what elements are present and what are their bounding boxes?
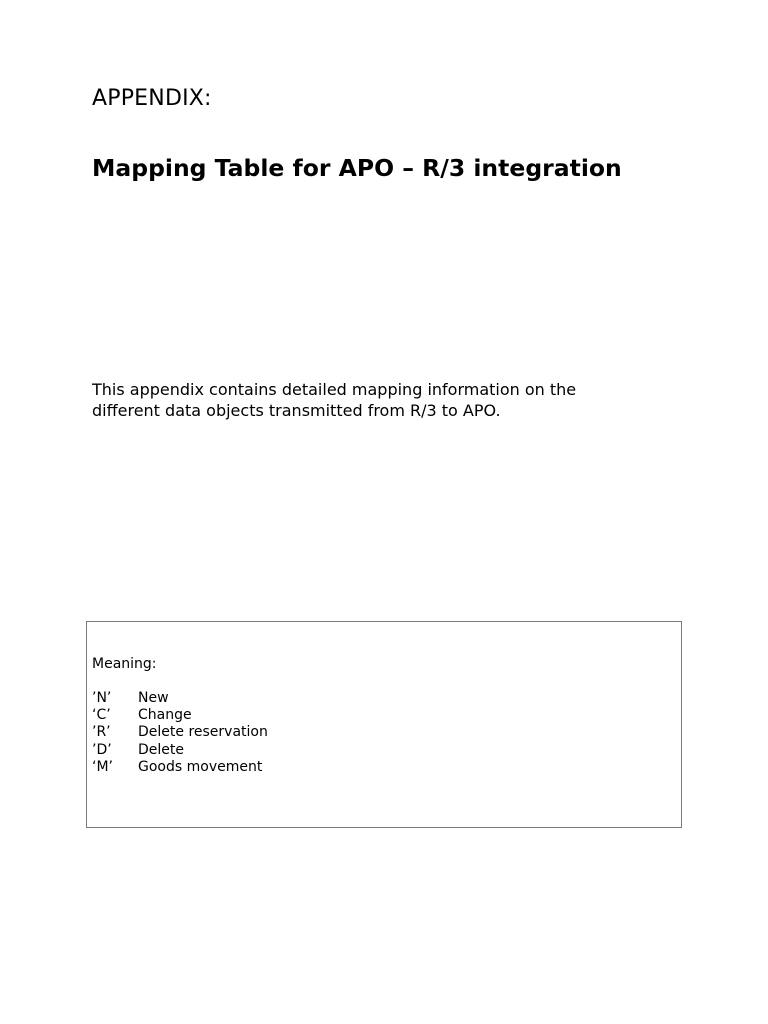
legend-item (92, 724, 268, 741)
legend-code: ’R’ (92, 724, 111, 741)
legend-list (92, 690, 268, 776)
legend-meaning: New (138, 690, 169, 706)
legend-item (92, 742, 268, 759)
legend-item (92, 707, 268, 724)
legend-meaning: Change (138, 707, 192, 724)
intro-paragraph (92, 379, 692, 421)
legend-code: ’N’ (92, 690, 112, 706)
legend-item (92, 759, 268, 776)
legend-item (92, 690, 268, 707)
legend-meaning: Delete reservation (138, 724, 268, 741)
legend-meaning: Goods movement (138, 758, 263, 775)
intro-line: This appendix contains detailed mapping information on the (92, 380, 577, 399)
legend-box (86, 621, 682, 828)
legend-meaning: Delete (138, 741, 184, 758)
legend-heading: Meaning: (92, 656, 157, 672)
page-title: Mapping Table for APO – R/3 integration (92, 154, 622, 182)
intro-line: different data objects transmitted from R/3 to APO. (92, 401, 501, 420)
appendix-label: APPENDIX: (92, 86, 212, 111)
legend-code: ’D’ (92, 741, 112, 758)
legend-code: ‘C’ (92, 707, 111, 724)
legend-code: ‘M’ (92, 758, 113, 775)
